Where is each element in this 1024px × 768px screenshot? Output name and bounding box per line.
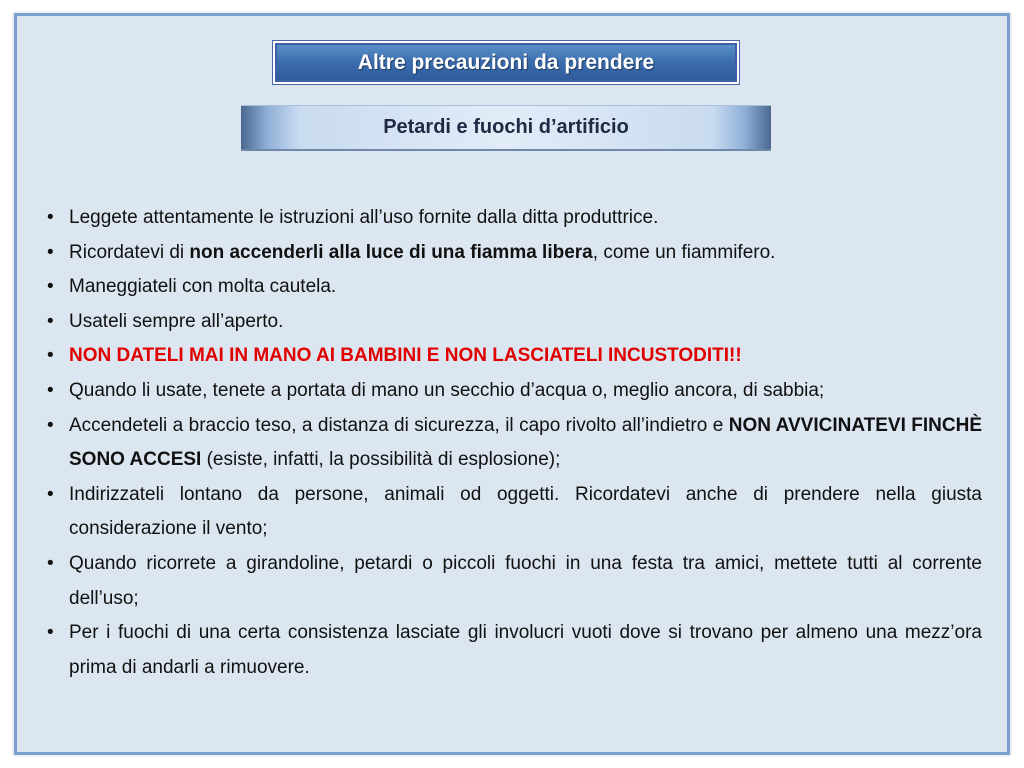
item-text: Quando li usate, tenete a portata di mano un secchio d’acqua o, meglio ancora, di sabbia; — [69, 379, 825, 401]
bullet-icon: • — [47, 241, 54, 263]
slide-subtitle: Petardi e fuochi d’artificio — [383, 116, 629, 138]
bullet-icon: • — [47, 379, 54, 401]
item-text-post: , come un fiammifero. — [592, 241, 776, 263]
bullet-icon: • — [47, 310, 54, 332]
list-item — [44, 409, 982, 478]
list-item — [44, 305, 982, 340]
item-text: Quando ricorrete a girandoline, petardi o piccoli fuochi in una festa tra amici, mettete tutti al corrente dell’uso; — [69, 552, 982, 609]
bullet-icon: • — [47, 414, 54, 436]
item-text-emphasis: NON AVVICINATEVI FINCHÈ SONO ACCESI — [69, 414, 983, 471]
bullet-icon: • — [47, 207, 54, 228]
subtitle-banner — [241, 105, 771, 151]
bullet-icon: • — [47, 552, 54, 574]
item-text-pre: Ricordatevi di — [69, 241, 190, 263]
slide-title: Altre precauzioni da prendere — [275, 43, 737, 82]
item-text: Leggete attentamente le istruzioni all’uso fornite dalla ditta produttrice. — [69, 207, 659, 228]
list-item — [44, 270, 982, 305]
item-text-pre: Accendeteli a braccio teso, a distanza di sicurezza, il capo rivolto all’indietro e — [69, 414, 729, 436]
item-text — [69, 242, 775, 263]
list-item — [44, 547, 982, 616]
title-banner — [272, 40, 740, 85]
warning-item — [44, 339, 982, 374]
slide — [14, 13, 1010, 755]
list-item — [44, 616, 982, 685]
precautions-list — [44, 201, 982, 685]
item-text: Per i fuochi di una certa consistenza lasciate gli involucri vuoti dove si trovano per almeno una mezz’ora prima di andarli a rimuovere. — [69, 622, 982, 678]
bullet-icon: • — [47, 276, 54, 298]
bullet-icon: • — [47, 622, 54, 644]
list-item — [44, 374, 982, 409]
bullet-icon: • — [47, 483, 54, 505]
item-text-post: (esiste, infatti, la possibilità di esplosione); — [201, 449, 561, 471]
item-text: Maneggiateli con molta cautela. — [69, 276, 337, 298]
item-text: Usateli sempre all’aperto. — [69, 310, 284, 332]
list-item — [44, 201, 982, 236]
item-text: Indirizzateli lontano da persone, animali od oggetti. Ricordatevi anche di prendere nella giusta considerazione il vento; — [69, 483, 982, 540]
bullet-icon: • — [47, 345, 54, 367]
list-item — [44, 478, 982, 547]
item-text-emphasis: non accenderli alla luce di una fiamma libera — [189, 241, 593, 263]
warning-text: NON DATELI MAI IN MANO AI BAMBINI E NON LASCIATELI INCUSTODITI!! — [69, 345, 742, 367]
list-item — [44, 236, 982, 271]
item-text — [69, 415, 982, 471]
